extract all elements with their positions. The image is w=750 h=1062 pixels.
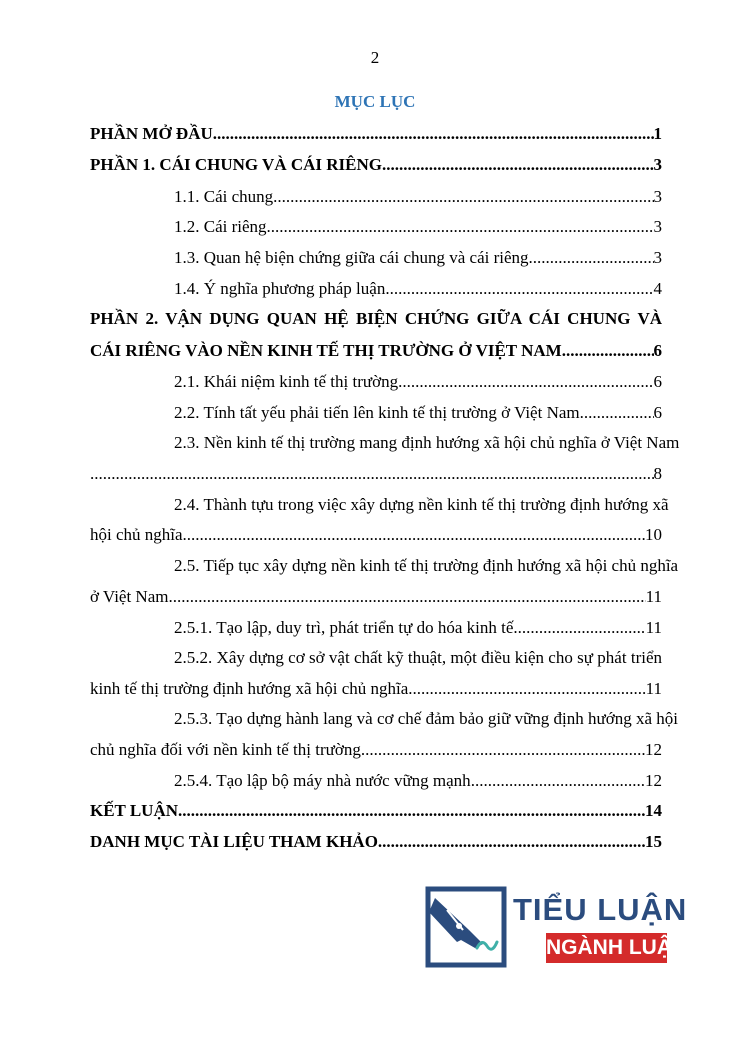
- toc-page-number: 11: [645, 618, 662, 637]
- leader-dots: [213, 124, 654, 144]
- toc-entry-text: KẾT LUẬN: [90, 801, 179, 820]
- toc-entry-2-5-1[interactable]: [174, 618, 662, 644]
- leader-dots: [267, 217, 654, 237]
- toc-entry-1-3[interactable]: [174, 248, 662, 274]
- leader-dots: [168, 587, 645, 607]
- fountain-pen-nib-icon: [425, 886, 507, 968]
- leader-dots: [385, 279, 653, 299]
- toc-entry-2-4-line-2[interactable]: [90, 525, 662, 551]
- toc-entry-2-2[interactable]: [174, 403, 662, 429]
- toc-entry-text: PHẦN MỞ ĐẦU: [90, 124, 213, 143]
- toc-page-number: 4: [653, 279, 662, 298]
- leader-dots: [398, 372, 653, 392]
- toc-entry-text: ở Việt Nam: [90, 587, 169, 606]
- toc-entry-2-5-2-line-2[interactable]: [90, 679, 662, 705]
- toc-title: MỤC LỤC: [334, 92, 416, 111]
- logo-subtitle: NGÀNH LUẬT: [546, 936, 685, 959]
- toc-entry-text: 1.2. Cái riêng: [174, 217, 267, 236]
- toc-entry-text: kinh tế thị trường định hướng xã hội chủ nghĩa: [90, 679, 409, 698]
- toc-entry-text: hội chủ nghĩa: [90, 525, 183, 544]
- toc-entry-2-3-line-1[interactable]: [174, 433, 680, 459]
- toc-entry-text: 2.2. Tính tất yếu phải tiến lên kinh tế thị trường ở Việt Nam: [174, 403, 580, 422]
- toc-page-number: 11: [645, 587, 662, 606]
- toc-entry-2-4-line-1[interactable]: [174, 495, 669, 521]
- toc-entry-text: 2.3. Nền kinh tế thị trường mang định hướng xã hội chủ nghĩa ở Việt Nam: [174, 433, 680, 452]
- toc-entry-part-1[interactable]: [90, 155, 662, 181]
- toc-entry-2-1[interactable]: [174, 372, 662, 398]
- toc-entry-text: 1.4. Ý nghĩa phương pháp luận: [174, 279, 386, 298]
- toc-entry-text: DANH MỤC TÀI LIỆU THAM KHẢO: [90, 832, 378, 851]
- toc-page-number: 6: [653, 341, 662, 360]
- toc-entry-text: chủ nghĩa đối với nền kinh tế thị trường: [90, 740, 361, 759]
- logo-title: TIỂU LUẬN: [513, 892, 688, 927]
- toc-entry-2-5-2-line-1[interactable]: [174, 648, 662, 674]
- toc-entry-text: 2.5. Tiếp tục xây dựng nền kinh tế thị trường định hướng xã hội chủ nghĩa: [174, 556, 679, 575]
- leader-dots: [513, 618, 645, 638]
- leader-dots: [90, 464, 654, 484]
- leader-dots: [183, 525, 645, 545]
- toc-entry-text: 2.5.2. Xây dựng cơ sở vật chất kỹ thuật, một điều kiện cho sự phát triển: [174, 648, 662, 667]
- toc-entry-conclusion[interactable]: [90, 801, 662, 827]
- toc-page-number: 6: [653, 403, 662, 422]
- toc-entry-2-5-3-line-2[interactable]: [90, 740, 662, 766]
- toc-page-number: 15: [645, 832, 662, 851]
- toc-entry-text: 2.1. Khái niệm kinh tế thị trường: [174, 372, 399, 391]
- toc-entry-1-2[interactable]: [174, 217, 662, 243]
- toc-entry-text: 2.5.4. Tạo lập bộ máy nhà nước vững mạnh: [174, 771, 471, 790]
- toc-entry-1-4[interactable]: [174, 279, 662, 305]
- leader-dots: [382, 155, 653, 175]
- toc-entry-text: 2.4. Thành tựu trong việc xây dựng nền kinh tế thị trường định hướng xã: [174, 495, 669, 514]
- leader-dots: [471, 771, 645, 791]
- leader-dots: [408, 679, 645, 699]
- toc-entry-2-3-line-2[interactable]: [90, 464, 662, 490]
- toc-entry-intro[interactable]: [90, 124, 662, 150]
- toc-entry-references[interactable]: [90, 832, 662, 858]
- toc-page-number: 1: [653, 124, 662, 143]
- toc-page-number: 14: [645, 801, 662, 820]
- toc-page-number: 3: [653, 187, 662, 206]
- page-number: 2: [370, 48, 380, 67]
- brand-logo: [425, 886, 688, 968]
- toc-entry-2-5-line-2[interactable]: [90, 587, 662, 613]
- toc-entry-2-5-line-1[interactable]: [174, 556, 679, 582]
- toc-page-number: 3: [653, 217, 662, 236]
- leader-dots: [562, 341, 654, 361]
- toc-entry-text: 2.5.3. Tạo dựng hành lang và cơ chế đảm bảo giữ vững định hướng xã hội: [174, 709, 678, 728]
- toc-page-number: 6: [653, 372, 662, 391]
- toc-entry-1-1[interactable]: [174, 187, 662, 213]
- logo-badge: [546, 933, 685, 963]
- toc-page-number: 3: [653, 248, 662, 267]
- toc-entry-part-2-line-1[interactable]: [90, 309, 662, 335]
- leader-dots: [529, 248, 654, 268]
- toc-entry-text: 1.1. Cái chung: [174, 187, 274, 206]
- toc-page-number: 12: [645, 740, 662, 759]
- toc-entry-part-2-line-2[interactable]: [90, 341, 662, 367]
- leader-dots: [580, 403, 654, 423]
- toc-entry-2-5-3-line-1[interactable]: [174, 709, 678, 735]
- leader-dots: [378, 832, 645, 852]
- leader-dots: [178, 801, 645, 821]
- leader-dots: [361, 740, 645, 760]
- toc-entry-text: 1.3. Quan hệ biện chứng giữa cái chung và cái riêng: [174, 248, 529, 267]
- toc-entry-2-5-4[interactable]: [174, 771, 662, 797]
- toc-entry-text: 2.5.1. Tạo lập, duy trì, phát triển tự do hóa kinh tế: [174, 618, 514, 637]
- toc-entry-text: PHẦN 1. CÁI CHUNG VÀ CÁI RIÊNG: [90, 155, 383, 174]
- toc-page-number: 10: [645, 525, 662, 544]
- toc-page-number: 11: [645, 679, 662, 698]
- toc-page-number: 8: [653, 464, 662, 483]
- leader-dots: [273, 187, 653, 207]
- toc-entry-text: PHẦN 2. VẬN DỤNG QUAN HỆ BIỆN CHỨNG GIỮA CÁI CHUNG VÀ: [90, 309, 662, 328]
- toc-page-number: 12: [645, 771, 662, 790]
- toc-entry-text: CÁI RIÊNG VÀO NỀN KINH TẾ THỊ TRƯỜNG Ở VIỆT NAM: [90, 341, 562, 360]
- toc-page-number: 3: [653, 155, 662, 174]
